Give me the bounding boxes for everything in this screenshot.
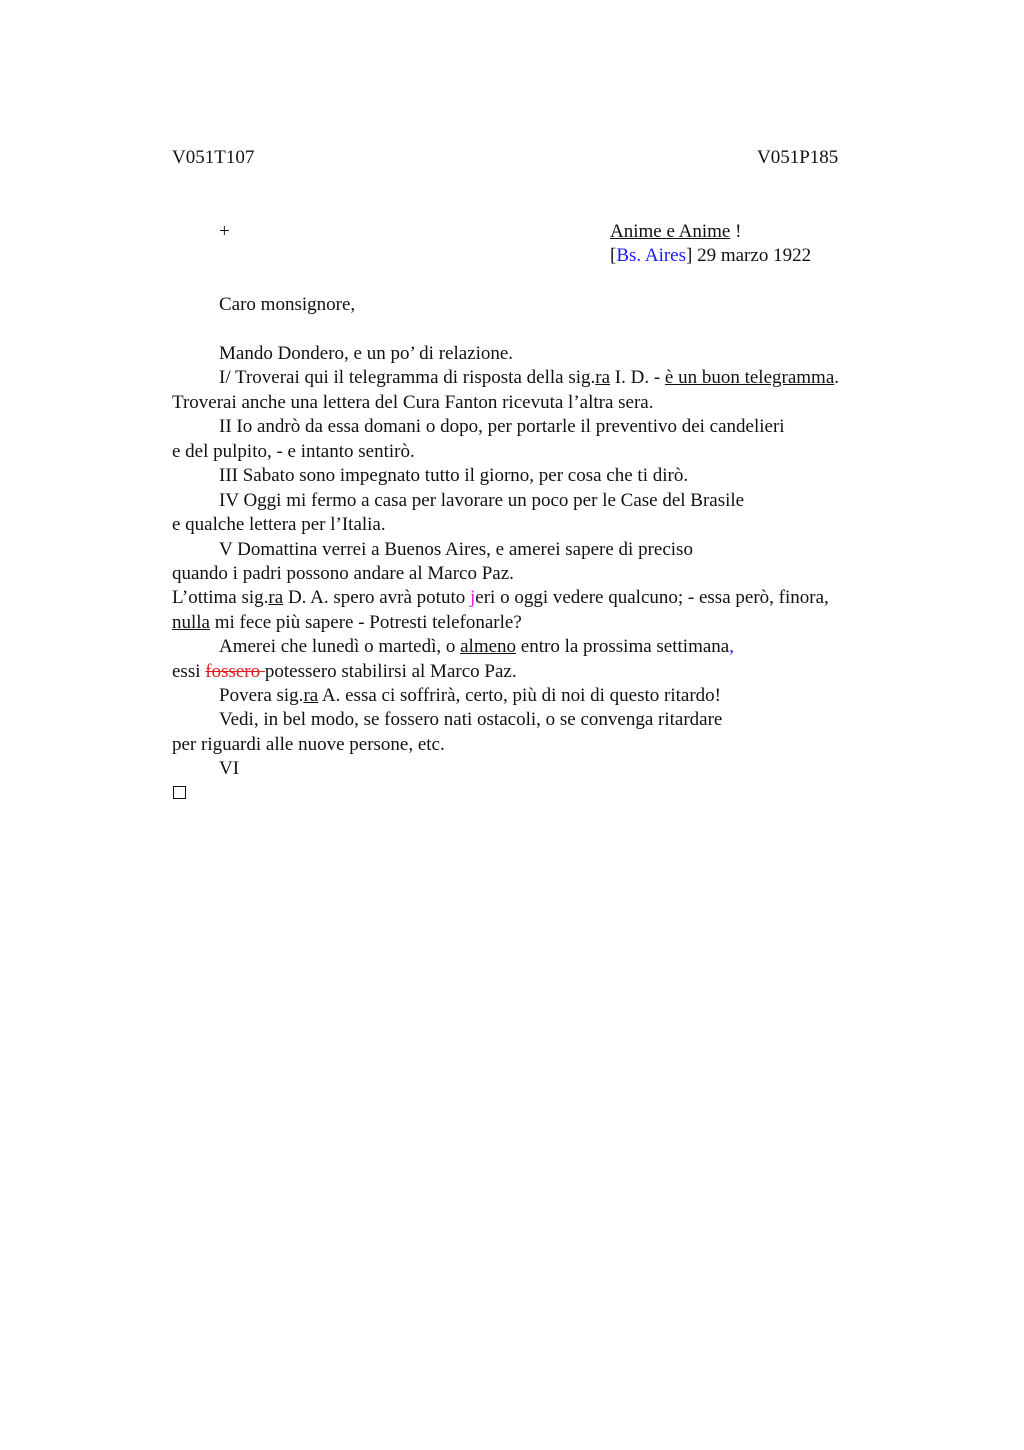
body-line xyxy=(219,366,839,390)
text-span: potessero stabilirsi al Marco Paz. xyxy=(264,661,517,682)
underlined-word: nulla xyxy=(172,612,210,633)
text-span: entro la prossima settimana xyxy=(516,636,730,657)
text-span: L’ottima sig. xyxy=(172,587,269,608)
header-right-code: V051P185 xyxy=(757,147,839,168)
place-bracket-close: ] xyxy=(686,245,693,266)
body-line: e qualche lettera per l’Italia. xyxy=(172,514,386,535)
body-line: IV Oggi mi fermo a casa per lavorare un poco per le Case del Brasile xyxy=(219,490,745,511)
body-line xyxy=(172,611,522,635)
inserted-comma: , xyxy=(729,636,734,657)
underlined-phrase: è un buon telegramma xyxy=(664,367,835,388)
text-span: A. essa ci soffrirà, certo, più di noi di questo ritardo! xyxy=(318,685,721,706)
body-line: II Io andrò da essa domani o dopo, per portarle il preventivo dei candelieri xyxy=(219,416,785,437)
checkbox-square-icon xyxy=(173,786,186,799)
place-date-line xyxy=(610,244,811,268)
abbrev-superscript: ra xyxy=(303,685,319,706)
text-span: eri o oggi vedere qualcuno; - essa però, finora, xyxy=(475,587,829,608)
letter-date: 29 marzo 1922 xyxy=(692,245,812,266)
body-line: e del pulpito, - e intanto sentirò. xyxy=(172,441,415,462)
text-span: . xyxy=(834,367,840,388)
body-line: V Domattina verrei a Buenos Aires, e amerei sapere di preciso xyxy=(219,539,693,560)
motto-title: Anime e Anime xyxy=(610,221,731,242)
body-line: III Sabato sono impegnato tutto il giorno, per cosa che ti dirò. xyxy=(219,465,689,486)
body-line xyxy=(219,684,721,708)
abbrev-superscript: ra xyxy=(268,587,284,608)
text-span: D. A. spero avrà potuto xyxy=(283,587,470,608)
motto-line xyxy=(610,220,741,244)
place-bracket-open: [ xyxy=(610,245,617,266)
header-left-code: V051T107 xyxy=(172,147,255,168)
motto-exclamation: ! xyxy=(730,221,742,242)
cross-mark: + xyxy=(219,221,230,242)
body-line: VI xyxy=(219,758,240,779)
text-span: Amerei che lunedì o martedì, o xyxy=(219,636,461,657)
body-line: quando i padri possono andare al Marco Paz. xyxy=(172,563,514,584)
underlined-word: almeno xyxy=(460,636,517,657)
text-span: I/ Troverai qui il telegramma di risposta della sig. xyxy=(219,367,596,388)
text-span: essi xyxy=(172,661,206,682)
text-span: mi fece più sapere - Potresti telefonarle? xyxy=(210,612,522,633)
body-line xyxy=(219,635,734,659)
body-line: Mando Dondero, e un po’ di relazione. xyxy=(219,343,514,364)
body-line: Troverai anche una lettera del Cura Fanton ricevuta l’altra sera. xyxy=(172,392,654,413)
body-line xyxy=(172,660,517,684)
text-span: Povera sig. xyxy=(219,685,304,706)
abbrev-superscript: ra xyxy=(595,367,611,388)
place-name: Bs. Aires xyxy=(616,245,687,266)
salutation: Caro monsignore, xyxy=(219,294,356,315)
corrected-letter: j xyxy=(470,587,476,608)
struck-word: fossero xyxy=(205,661,265,682)
text-span: I. D. - xyxy=(610,367,665,388)
body-line: per riguardi alle nuove persone, etc. xyxy=(172,734,445,755)
body-line: Vedi, in bel modo, se fossero nati ostacoli, o se convenga ritardare xyxy=(219,709,723,730)
body-line xyxy=(172,586,829,610)
